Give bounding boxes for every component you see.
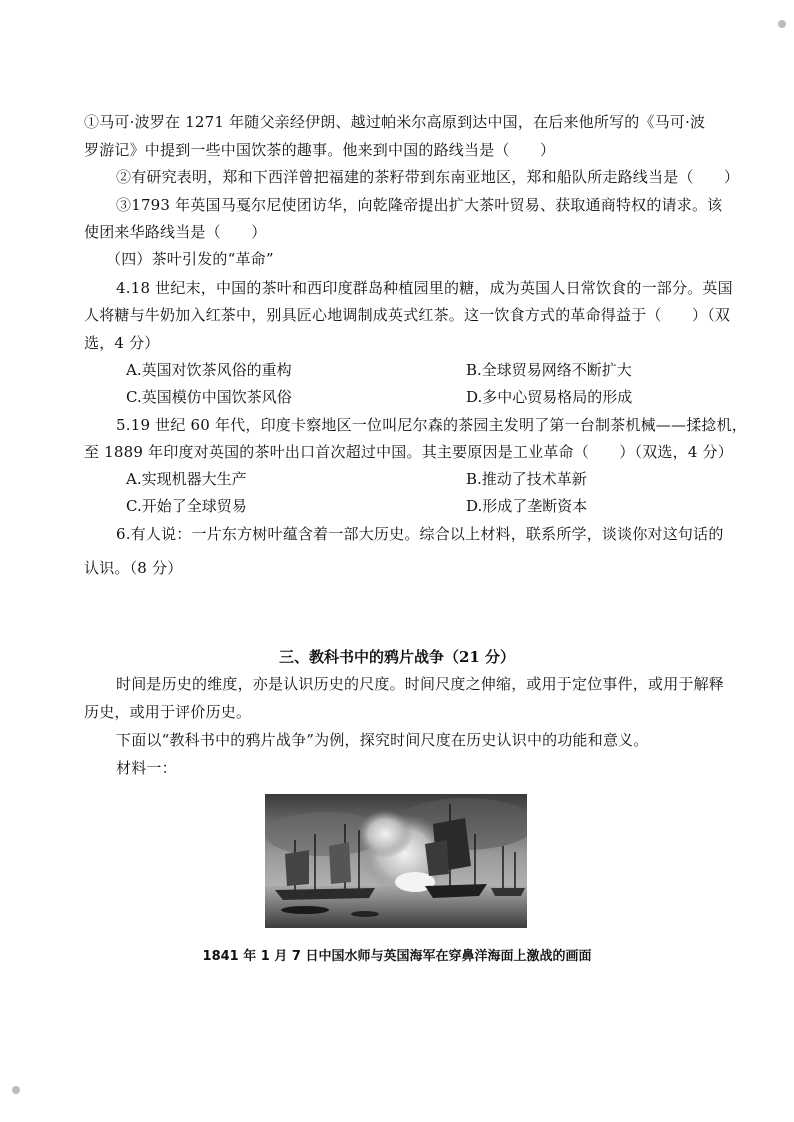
picture-caption: 1841 年 1 月 7 日中国水师与英国海军在穿鼻洋海面上激战的画面 <box>202 949 592 964</box>
question-6-stem-line-2: 认识。（8 分） <box>84 559 183 577</box>
question-6-stem-line-1: 6.有人说：一片东方树叶蕴含着一部大历史。综合以上材料，联系所学，谈谈你对这句话的 <box>116 525 724 543</box>
question-4-option-d: D.多中心贸易格局的形成 <box>466 388 633 406</box>
question-5-option-d: D.形成了垄断资本 <box>466 497 588 515</box>
scan-corner-dot-bottom <box>12 1086 20 1094</box>
question-4-option-c: C.英国模仿中国饮茶风俗 <box>126 388 292 406</box>
material-one-label: 材料一： <box>116 759 177 777</box>
question-macartney-line-1: ③1793 年英国马戛尔尼使团访华，向乾隆帝提出扩大茶叶贸易、获取通商特权的请求。该 <box>116 196 723 214</box>
section-3-intro-line-1: 时间是历史的维度，亦是认识历史的尺度。时间尺度之伸缩，或用于定位事件，或用于解释 <box>116 675 725 693</box>
question-4-stem-line-3: 选，4 分） <box>84 334 160 352</box>
question-marco-polo-line-2: 罗游记》中提到一些中国饮茶的趣事。他来到中国的路线当是（ ） <box>84 141 556 159</box>
question-5-option-a: A.实现机器大生产 <box>126 470 247 488</box>
question-marco-polo-line-1: ①马可·波罗在 1271 年随父亲经伊朗、越过帕米尔高原到达中国，在后来他所写的《马可·波 <box>84 113 706 131</box>
question-5-stem-line-2: 至 1889 年印度对英国的茶叶出口首次超过中国。其主要原因是工业革命（ ）（双选，4 分） <box>84 443 733 461</box>
question-4-option-b: B.全球贸易网络不断扩大 <box>466 361 632 379</box>
question-4-option-a: A.英国对饮茶风俗的重构 <box>126 361 292 379</box>
naval-battle-engraving <box>265 794 527 928</box>
question-5-option-b: B.推动了技术革新 <box>466 470 587 488</box>
question-4-stem-line-2: 人将糖与牛奶加入红茶中，别具匠心地调制成英式红茶。这一饮食方式的革命得益于（ ）（双 <box>84 306 731 324</box>
section-3-intro-line-2: 历史，或用于评价历史。 <box>84 703 252 721</box>
section-3-title: 三、教科书中的鸦片战争（21 分） <box>278 648 516 666</box>
section-3-intro-line-3: 下面以“教科书中的鸦片战争”为例，探究时间尺度在历史认识中的功能和意义。 <box>116 731 649 749</box>
question-4-stem-line-1: 4.18 世纪末，中国的茶叶和西印度群岛种植园里的糖，成为英国人日常饮食的一部分。英国 <box>116 279 733 297</box>
question-5-option-c: C.开始了全球贸易 <box>126 497 247 515</box>
question-macartney-line-2: 使团来华路线当是（ ） <box>84 223 267 241</box>
scan-corner-dot-top <box>778 20 786 28</box>
section-4-heading: （四）茶叶引发的“革命” <box>106 250 274 268</box>
question-5-stem-line-1: 5.19 世纪 60 年代，印度卡察地区一位叫尼尔森的茶园主发明了第一台制茶机械——揉捻机， <box>116 416 747 434</box>
question-zhenghe: ②有研究表明，郑和下西洋曾把福建的茶籽带到东南亚地区，郑和船队所走路线当是（ ） <box>116 168 740 186</box>
